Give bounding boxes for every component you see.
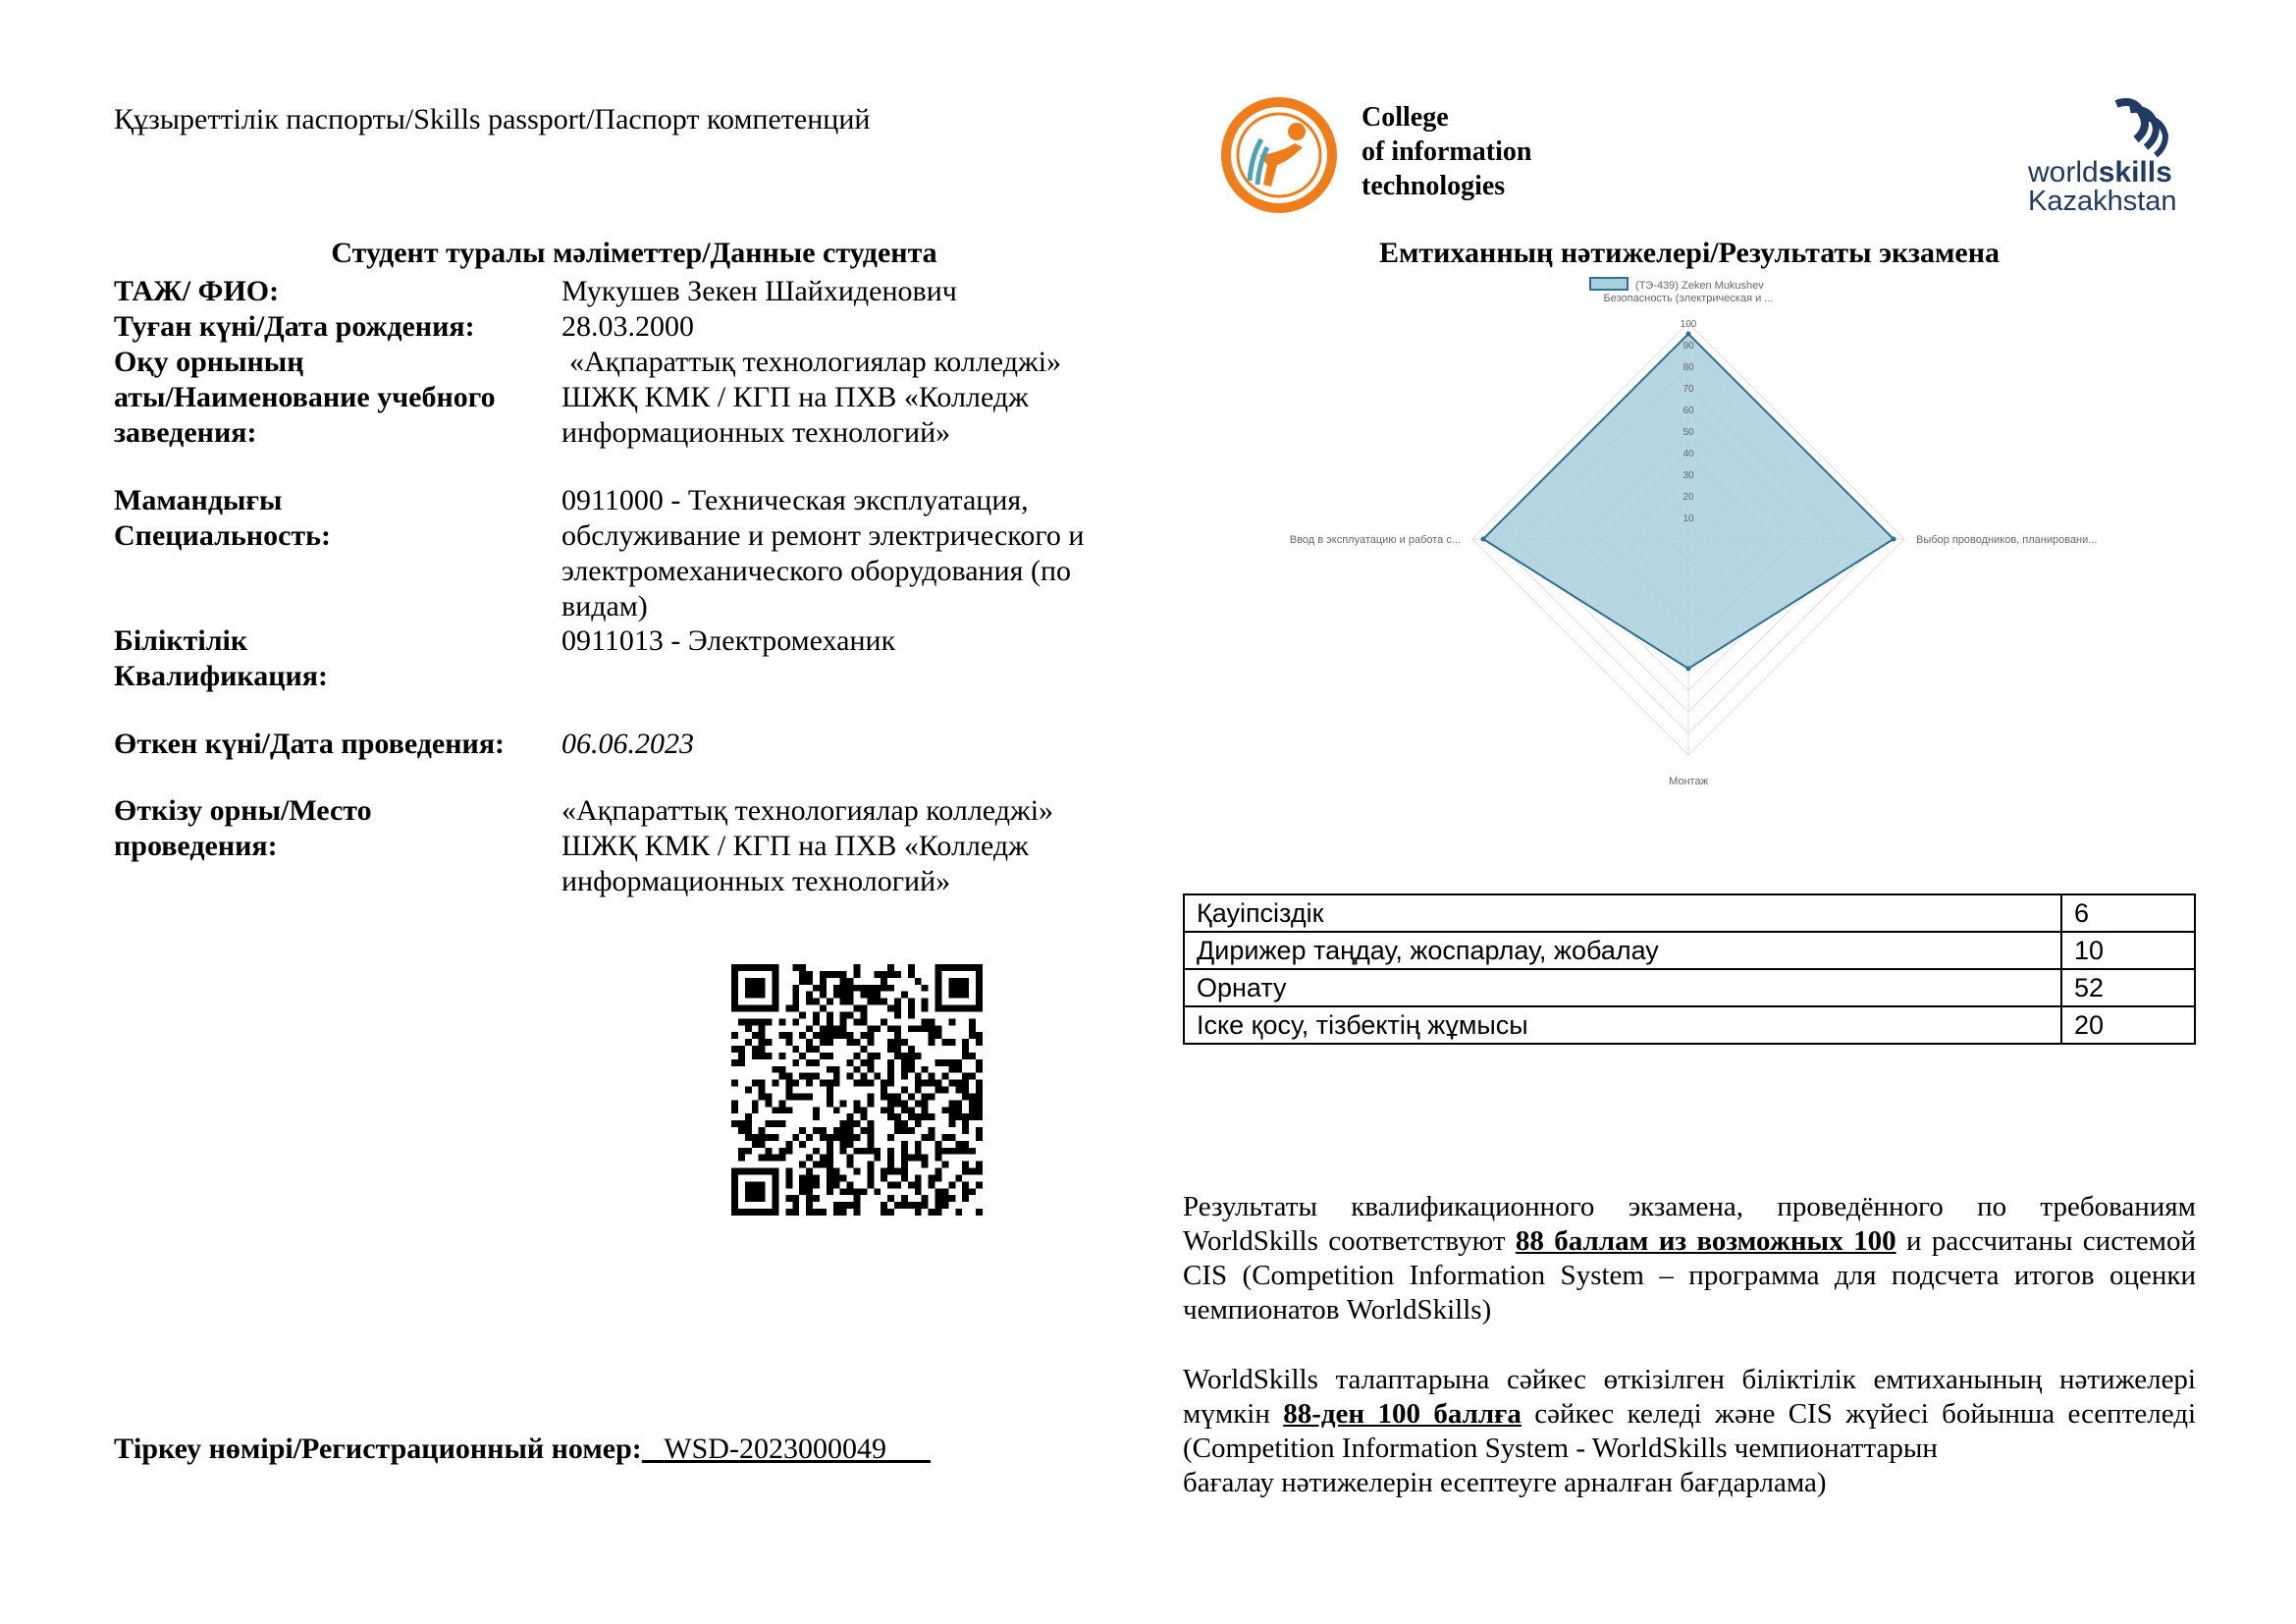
score-value: 20 bbox=[2061, 1006, 2195, 1044]
place-value-line: ШЖҚ КМК / КГП на ПХВ «Колледж bbox=[561, 830, 1029, 862]
radar-axis-label: Ввод в эксплуатацию и работа с... bbox=[1289, 534, 1461, 546]
worldskills-logo bbox=[2028, 96, 2185, 217]
school-value bbox=[561, 345, 1121, 451]
score-label: Іске қосу, тізбектің жұмысы bbox=[1184, 1006, 2061, 1044]
radar-chart bbox=[1266, 270, 2150, 787]
school-label-line: заведения: bbox=[114, 416, 257, 449]
spec-value-line: обслуживание и ремонт электрического и bbox=[561, 519, 1085, 552]
radar-tick-label: 40 bbox=[1682, 449, 1694, 460]
qr-code-icon bbox=[731, 964, 983, 1216]
radar-tick-label: 90 bbox=[1682, 341, 1694, 352]
radar-tick-label: 10 bbox=[1682, 514, 1694, 524]
date-label: Өткен күні/Дата проведения: bbox=[114, 728, 506, 760]
score-label: Орнату bbox=[1184, 969, 2061, 1006]
table-row bbox=[1184, 894, 2195, 932]
worldskills-wordmark bbox=[2028, 157, 2172, 189]
school-value-line: информационных технологий» bbox=[561, 416, 951, 449]
place-label-line: Өткізу орны/Место bbox=[114, 794, 372, 827]
summary-ru bbox=[1183, 1190, 2196, 1327]
college-name bbox=[1362, 100, 1531, 203]
score-value: 6 bbox=[2061, 894, 2195, 932]
results-section-title: Емтиханның нәтижелері/Результаты экзамена bbox=[1378, 237, 2001, 269]
college-name-line: of information bbox=[1362, 136, 1532, 167]
table-row bbox=[1184, 1006, 2195, 1044]
summary-kz bbox=[1183, 1363, 2196, 1500]
radar-tick-label: 60 bbox=[1682, 406, 1694, 416]
radar-point bbox=[1481, 537, 1486, 542]
summary-kz-score: 88-ден 100 баллға bbox=[1283, 1398, 1522, 1430]
radar-chart-svg bbox=[1266, 270, 2150, 787]
score-label: Дирижер таңдау, жоспарлау, жобалау bbox=[1184, 932, 2061, 969]
radar-point bbox=[1686, 332, 1691, 337]
radar-axis-label: Выбор проводников, планировани... bbox=[1916, 534, 2098, 546]
fio-label: ТАЖ/ ФИО: bbox=[114, 275, 280, 307]
qual-value: 0911013 - Электромеханик bbox=[561, 624, 896, 657]
spec-value-line: 0911000 - Техническая эксплуатация, bbox=[561, 484, 1029, 516]
summary-ru-text: и рассчитаны системой CIS (Competition Information System – программа для подсчета итогов оценки чемпионатов WorldSkills) bbox=[1183, 1225, 2196, 1326]
radar-axis-label: Монтаж bbox=[1669, 776, 1708, 787]
spec-value-line: видам) bbox=[561, 590, 648, 623]
worldskills-hands-icon bbox=[2107, 96, 2185, 161]
school-label-line: аты/Наименование учебного bbox=[114, 381, 496, 413]
school-value-line: ШЖҚ КМК / КГП на ПХВ «Колледж bbox=[561, 381, 1029, 413]
college-name-line: technologies bbox=[1362, 171, 1506, 201]
radar-tick-label: 100 bbox=[1680, 319, 1697, 330]
summary-ru-score: 88 баллам из возможных 100 bbox=[1515, 1225, 1896, 1257]
reg-label: Тіркеу нөмірі/Регистрационный номер: bbox=[114, 1433, 642, 1465]
dob-value: 28.03.2000 bbox=[561, 310, 694, 343]
radar-tick-label: 30 bbox=[1682, 470, 1694, 481]
radar-tick-label: 70 bbox=[1682, 384, 1694, 395]
place-label-line: проведения: bbox=[114, 830, 278, 862]
worldskills-word1: world bbox=[2028, 156, 2099, 189]
place-value bbox=[561, 793, 1121, 899]
reg-number bbox=[114, 1432, 931, 1467]
reg-value: WSD-2023000049 bbox=[664, 1433, 886, 1465]
summary-kz-text: сәйкес келеді және CIS жүйесі бойынша есептеледі (Competition Information System - WorldSkills чемпионаттарын bbox=[1183, 1398, 2197, 1464]
qual-label bbox=[114, 623, 546, 694]
worldskills-word2: skills bbox=[2098, 156, 2172, 189]
place-value-line: информационных технологий» bbox=[561, 865, 951, 897]
radar-tick-label: 20 bbox=[1682, 492, 1694, 503]
table-row bbox=[1184, 932, 2195, 969]
school-label-line: Оқу орнының bbox=[114, 346, 304, 378]
legend-swatch bbox=[1590, 278, 1628, 290]
school-value-line: «Ақпараттық технологиялар колледжі» bbox=[569, 346, 1062, 378]
radar-tick-label: 80 bbox=[1682, 362, 1694, 373]
score-value: 10 bbox=[2061, 932, 2195, 969]
score-label: Қауіпсіздік bbox=[1184, 894, 2061, 932]
qr-code bbox=[731, 964, 983, 1216]
passport-title: Құзыреттілік паспорты/Skills passport/Паспорт компетенций bbox=[114, 103, 871, 135]
college-name-line: College bbox=[1362, 102, 1449, 133]
date-value: 06.06.2023 bbox=[561, 728, 694, 760]
dob-label: Туған күні/Дата рождения: bbox=[114, 310, 475, 343]
place-label bbox=[114, 793, 546, 864]
radar-axis-label: Безопасность (электрическая и ... bbox=[1603, 293, 1774, 304]
legend-label: (ТЭ-439) Zeken Mukushev bbox=[1635, 280, 1764, 292]
college-logo-icon bbox=[1220, 96, 1338, 214]
student-section-title: Студент туралы мәліметтер/Данные студента bbox=[331, 237, 937, 269]
college-logo bbox=[1220, 96, 1338, 214]
fio-value: Мукушев Зекен Шайхиденович bbox=[561, 275, 957, 307]
spec-value-line: электромеханического оборудования (по bbox=[561, 555, 1071, 587]
school-label bbox=[114, 345, 546, 451]
table-row bbox=[1184, 969, 2195, 1006]
qual-label-line: Біліктілік bbox=[114, 624, 248, 657]
scores-table bbox=[1183, 893, 2196, 1045]
summary-ru-text: Результаты квалификационного экзамена, проведённого по требованиям WorldSkills соответствуют bbox=[1183, 1191, 2196, 1257]
summary-kz-text: бағалау нәтижелерін есептеуге арналған бағдарлама) bbox=[1183, 1467, 1827, 1498]
radar-point bbox=[1686, 667, 1691, 672]
spec-label-line: Специальность: bbox=[114, 519, 331, 552]
score-value: 52 bbox=[2061, 969, 2195, 1006]
summary-kz-text: WorldSkills талаптарына сәйкес өткізілген біліктілік емтиханының нәтижелері мүмкін bbox=[1183, 1364, 2196, 1430]
worldskills-country: Kazakhstan bbox=[2028, 186, 2177, 217]
spec-label-line: Мамандығы bbox=[114, 484, 283, 516]
spec-label bbox=[114, 483, 546, 554]
radar-point bbox=[1892, 537, 1896, 542]
place-value-line: «Ақпараттық технологиялар колледжі» bbox=[561, 794, 1054, 827]
qual-label-line: Квалификация: bbox=[114, 660, 328, 692]
spec-value bbox=[561, 483, 1121, 624]
radar-tick-label: 50 bbox=[1682, 427, 1694, 438]
